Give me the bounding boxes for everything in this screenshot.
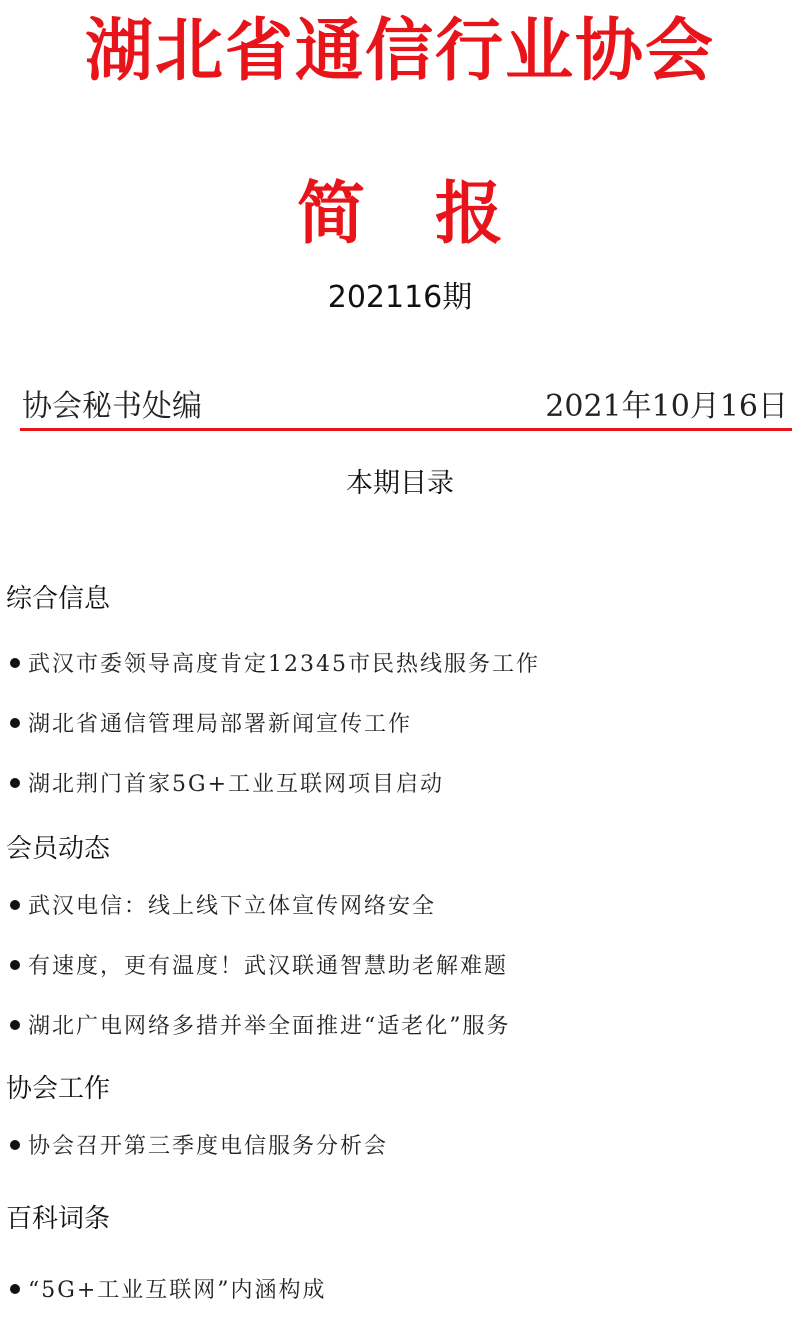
bullet-icon (10, 778, 20, 788)
bullet-icon (10, 960, 20, 970)
toc-item[interactable] (10, 1280, 327, 1302)
toc-item[interactable] (10, 1136, 388, 1158)
header-divider (20, 428, 792, 431)
toc-section-general: 综合信息 (6, 584, 111, 614)
toc-item-label: 湖北广电网络多措并举全面推进“适老化”服务 (28, 1014, 511, 1039)
toc-item[interactable] (10, 714, 412, 736)
editor-label: 协会秘书处编 (22, 389, 202, 424)
bullet-icon (10, 1140, 20, 1150)
brief-title: 简报 (296, 174, 573, 254)
bullet-icon (10, 718, 20, 728)
toc-item[interactable] (10, 654, 540, 676)
toc-item-label: 湖北荆门首家5G+工业互联网项目启动 (28, 772, 445, 797)
toc-section-association: 协会工作 (6, 1074, 111, 1104)
toc-item[interactable] (10, 956, 508, 978)
org-title: 湖北省通信行业协会 (84, 12, 715, 91)
toc-title: 本期目录 (346, 468, 454, 499)
bullet-icon (10, 900, 20, 910)
bullet-icon (10, 1284, 20, 1294)
toc-section-members: 会员动态 (6, 834, 111, 864)
issue-number: 202116期 (327, 280, 473, 315)
toc-item-label: 湖北省通信管理局部署新闻宣传工作 (28, 712, 413, 737)
toc-item-label: “5G+工业互联网”内涵构成 (28, 1278, 327, 1303)
toc-item[interactable] (10, 774, 444, 796)
bullet-icon (10, 658, 20, 668)
toc-item-label: 武汉电信：线上线下立体宣传网络安全 (28, 894, 437, 919)
publish-date: 2021年10月16日 (545, 389, 788, 424)
toc-item-label: 协会召开第三季度电信服务分析会 (28, 1134, 389, 1159)
bullet-icon (10, 1020, 20, 1030)
toc-item[interactable] (10, 1016, 511, 1038)
toc-item-label: 武汉市委领导高度肯定12345市民热线服务工作 (28, 652, 540, 677)
toc-item-label: 有速度，更有温度！武汉联通智慧助老解难题 (28, 954, 509, 979)
toc-item[interactable] (10, 896, 436, 918)
toc-section-encyclopedia: 百科词条 (6, 1204, 111, 1234)
